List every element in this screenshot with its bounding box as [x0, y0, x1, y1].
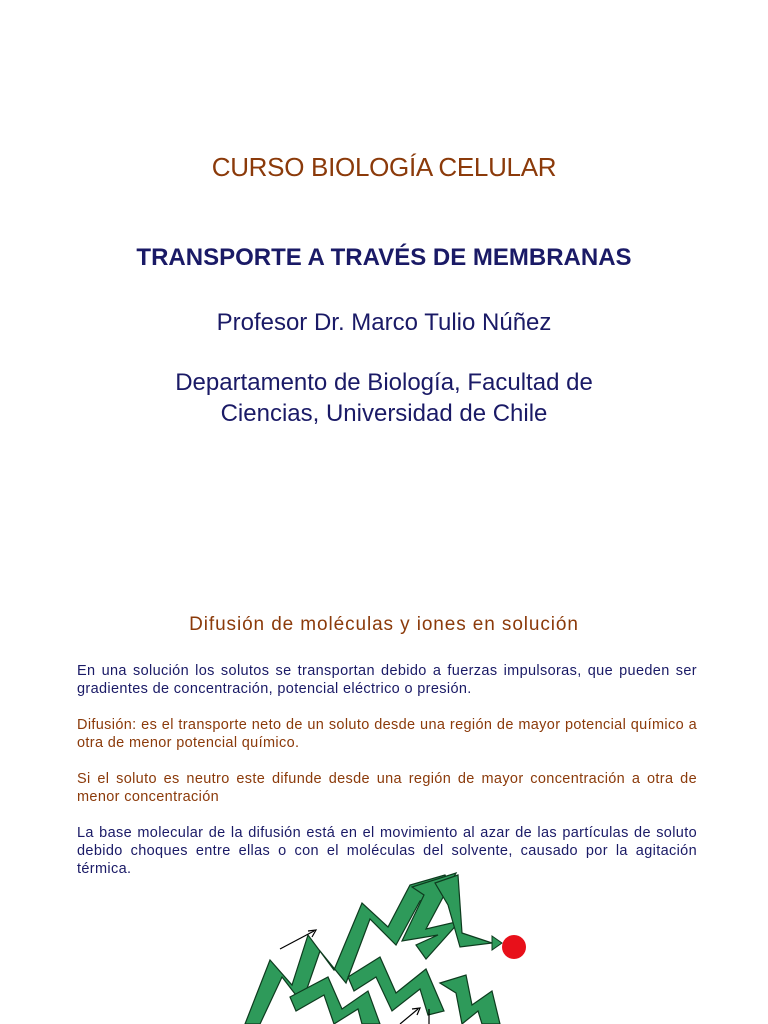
- professor-name: Profesor Dr. Marco Tulio Núñez: [216, 309, 552, 336]
- paragraph-driving-forces: En una solución los solutos se transportan debido a fuerzas impulsoras, que pueden ser gradientes de concentración, potencial eléctrico o presión.: [77, 663, 697, 697]
- motion-arrow: [400, 1008, 420, 1024]
- paragraph-molecular-basis: La base molecular de la difusión está en el movimiento al azar de las partículas de soluto debido choques entre ellas o con el moléculas del solvente, causado por la agitación térmica.: [77, 825, 697, 877]
- lecture-title: TRANSPORTE A TRAVÉS DE MEMBRANAS: [136, 244, 632, 271]
- paragraph-neutral-solute: Si el soluto es neutro este difunde desde una región de mayor concentración a otra de menor concentración: [77, 771, 697, 805]
- random-walk-path-segment: [440, 975, 500, 1024]
- random-walk-diffusion-figure: [230, 865, 550, 1024]
- path-arrowhead: [492, 936, 502, 950]
- department-line-1: Departamento de Biología, Facultad de: [175, 369, 593, 396]
- department-line-2: Ciencias, Universidad de Chile: [220, 400, 548, 427]
- course-title: CURSO BIOLOGÍA CELULAR: [211, 152, 557, 182]
- solute-particle: [502, 935, 526, 959]
- section-heading: Difusión de moléculas y iones en solución: [189, 614, 579, 635]
- paragraph-diffusion-definition: Difusión: es el transporte neto de un soluto desde una región de mayor potencial químico a otra de menor potencial químico.: [77, 717, 697, 751]
